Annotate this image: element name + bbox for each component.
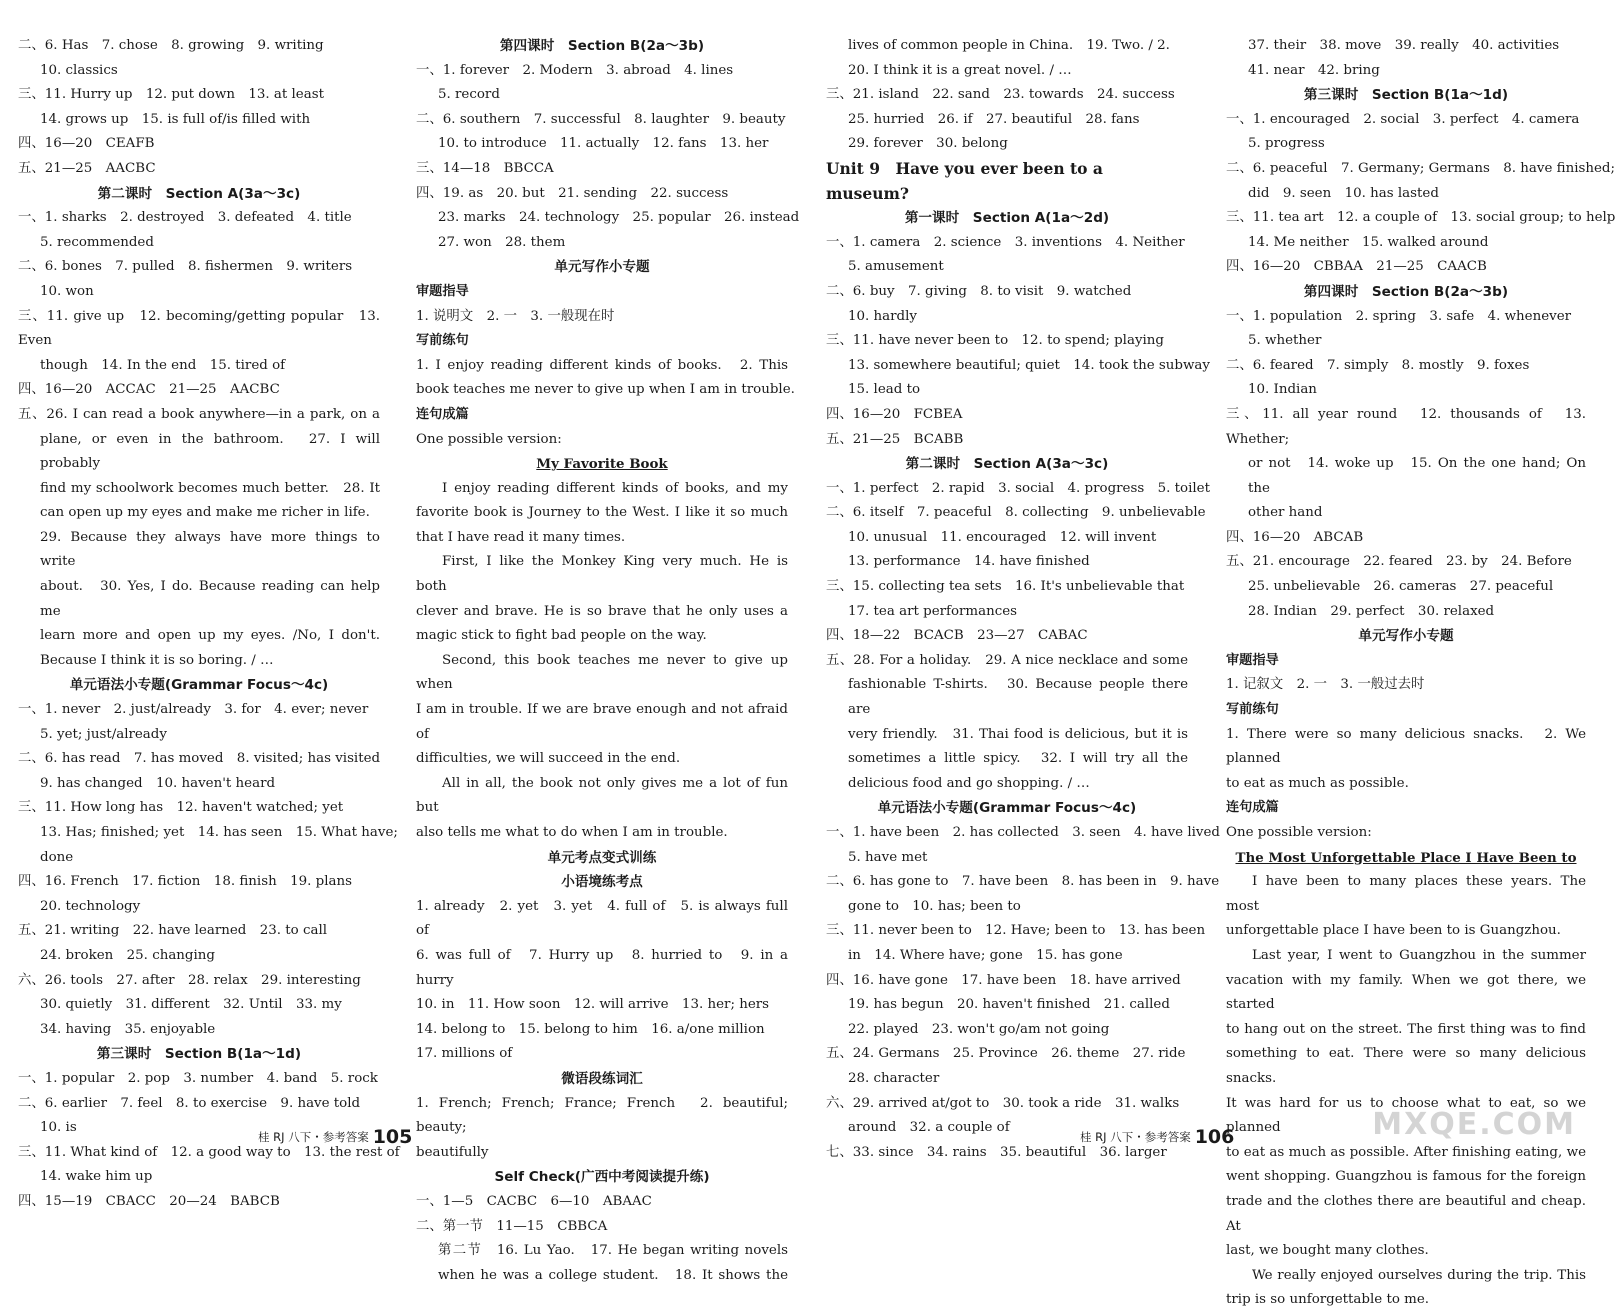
answer-line: 1. 记叙文 2. 一 3. 一般过去时 [1226,677,1425,693]
answer-line: 二、6. peaceful 7. Germany; Germans 8. have finished; [1226,160,1615,176]
answer-line: 二、6. Has 7. chose 8. growing 9. writing [18,38,324,53]
answer-line: 41. near 42. bring [1248,62,1380,78]
answer-line: 三、21. island 22. sand 23. towards 24. success [826,87,1175,103]
answer-line: gone to 10. has; been to [848,898,1021,914]
answer-line: beautifully [416,1144,489,1160]
answer-line: I am in trouble. If we are brave enough and not afraid of [416,702,788,742]
answer-line: learn more and open up my eyes. /No, I don't. [40,628,380,644]
section-heading: 写前练句 [1226,702,1279,718]
answer-line: 29. Because they always have more things to write [40,529,380,570]
section-heading: Unit 9 Have you ever been to a museum? [826,158,1103,203]
answer-line: went shopping. Guangzhou is famous for the foreign [1226,1169,1586,1185]
answer-line: 五、21—25 BCABB [826,431,964,447]
answer-line: 13. somewhere beautiful; quiet 14. took the subway [848,357,1210,373]
answer-line: 14. belong to 15. belong to him 16. a/one million [416,1021,765,1037]
section-heading: 第三课时 Section B(1a～1d) [96,1046,302,1063]
answer-line: 二、6. has read 7. has moved 8. visited; has visited [18,751,381,767]
answer-line: favorite book is Journey to the West. I like it so much [416,505,788,521]
answer-line: 15. lead to [848,382,921,398]
answer-line: 四、16—20 CBBAA 21—25 CAACB [1226,259,1487,275]
answer-line: 三、11. How long has 12. haven't watched; yet [18,800,344,816]
section-heading: My Favorite Book [536,456,668,473]
section-heading: 单元写作小专题 [1358,628,1454,645]
answer-line: 5. recommended [40,234,154,250]
answer-line: 10. is [40,1120,77,1136]
answer-line: 一、1. population 2. spring 3. safe 4. whenever [1226,308,1572,324]
section-heading: 第二课时 Section A(3a～3c) [97,185,301,202]
section-heading: Self Check(广西中考阅读提升练) [494,1169,710,1186]
answer-line: 17. tea art performances [848,603,1018,619]
answer-line: 1. 说明文 2. 一 3. 一般现在时 [416,308,615,324]
answer-line: 七、33. since 34. rains 35. beautiful 36. larger [826,1144,1167,1160]
section-heading: 连句成篇 [1226,800,1279,816]
answer-line: Last year, I went to Guangzhou in the summer [1252,947,1586,963]
answer-line: vacation with my family. When we got there, we started [1226,972,1586,1013]
answer-line: 四、18—22 BCACB 23—27 CABAC [826,628,1088,644]
answer-line: It was hard for us to choose what to eat, so we planned [1226,1095,1586,1136]
footer-label: 桂 RJ 八下・参考答案 [258,1130,369,1144]
answer-line: 30. quietly 31. different 32. Until 33. my [40,997,342,1013]
answer-line: We really enjoyed ourselves during the trip. This [1252,1267,1586,1283]
answer-line: though 14. In the end 15. tired of [40,357,286,373]
answer-line: 三、11. What kind of 12. a good way to 13. the rest of [18,1144,400,1160]
answer-line: 三、14—18 BBCCA [416,160,554,176]
answer-line: One possible version: [1226,825,1372,840]
answer-line: 五、24. Germans 25. Province 26. theme 27. ride [826,1046,1186,1062]
answer-line: 一、1. camera 2. science 3. inventions 4. Neither [826,234,1185,250]
answer-line: 二、6. has gone to 7. have been 8. has been in 9. have [826,874,1220,890]
answer-line: that I have read it many times. [416,529,626,545]
answer-line: 三、11. give up 12. becoming/getting popular 13. Even [18,308,380,349]
answer-line: 14. wake him up [40,1169,153,1185]
answer-line: 五、28. For a holiday. 29. A nice necklace and some [826,652,1188,668]
answer-line: 10. Indian [1248,382,1317,398]
watermark-logo: MXQE.COM [1372,1107,1576,1142]
answer-line: 一、1. encouraged 2. social 3. perfect 4. camera [1226,111,1580,127]
answer-line: something to eat. There were so many delicious snacks. [1226,1046,1586,1086]
answer-line: to eat as much as possible. [1226,775,1409,791]
answer-line: 二、第一节 11—15 CBBCA [416,1218,608,1234]
answer-line: last, we bought many clothes. [1226,1243,1429,1259]
section-heading: 第三课时 Section B(1a～1d) [1303,87,1509,104]
answer-line: book teaches me never to give up when I am in trouble. [416,382,795,398]
answer-line: lives of common people in China. 19. Two. / 2. [848,38,1170,53]
answer-line: 五、21—25 AACBC [18,160,156,176]
answer-line: magic stick to fight bad people on the way. [416,628,707,644]
answer-line: All in all, the book not only gives me a lot of fun but [416,775,788,816]
answer-line: 一、1. have been 2. has collected 3. seen 4. have lived [826,825,1220,840]
answer-line: 二、6. southern 7. successful 8. laughter 9. beauty [416,111,786,127]
answer-line: 20. technology [40,898,141,914]
answer-line: 1. I enjoy reading different kinds of books. 2. This [416,357,788,373]
answer-line: 第二节 16. Lu Yao. 17. He began writing novels [438,1243,788,1259]
section-heading: 单元语法小专题(Grammar Focus～4c) [69,677,329,694]
answer-line: in 14. Where have; gone 15. has gone [848,947,1123,963]
section-heading: 审题指导 [416,283,469,299]
answer-line: 三、11. have never been to 12. to spend; playing [826,333,1164,349]
answer-line: 六、29. arrived at/got to 30. took a ride 31. walks [826,1095,1180,1111]
answer-line: 19. has begun 20. haven't finished 21. called [848,997,1170,1013]
answer-line: 17. millions of [416,1046,513,1062]
answer-line: 1. already 2. yet 3. yet 4. full of 5. is always full of [416,898,788,939]
answer-line: 14. grows up 15. is full of/is filled with [40,111,311,127]
answer-line: done [40,849,74,865]
answer-line: when he was a college student. 18. It shows the [438,1267,788,1283]
answer-line: did 9. seen 10. has lasted [1248,185,1439,201]
answer-line: 13. performance 14. have finished [848,554,1090,570]
answer-line: 二、6. buy 7. giving 8. to visit 9. watched [826,283,1132,299]
answer-line: Second, this book teaches me never to give up when [416,652,788,693]
answer-line: 二、6. earlier 7. feel 8. to exercise 9. have told [18,1095,361,1111]
section-heading: 单元考点变式训练 [547,849,657,866]
answer-line: or not 14. woke up 15. On the one hand; On the [1248,456,1586,496]
answer-line: 四、19. as 20. but 21. sending 22. success [416,185,729,201]
footer-label: 桂 RJ 八下・参考答案 [1080,1130,1191,1144]
section-heading: 写前练句 [416,333,469,349]
answer-line: 三、11. Hurry up 12. put down 13. at least [18,87,324,103]
answer-line: First, I like the Monkey King very much. He is both [416,554,788,595]
answer-line: trade and the clothes there are beautiful and cheap. At [1226,1193,1586,1234]
answer-line: 三、15. collecting tea sets 16. It's unbelievable that [826,579,1185,595]
answer-line: 三、11. tea art 12. a couple of 13. social group; to help [1226,210,1615,226]
answer-line: 10. won [40,283,94,299]
section-heading: 第四课时 Section B(2a～3b) [1303,283,1509,300]
answer-line: 22. played 23. won't go/am not going [848,1021,1110,1037]
answer-line: 六、26. tools 27. after 28. relax 29. interesting [18,972,361,988]
answer-line: 五、21. encourage 22. feared 23. by 24. Before [1226,554,1572,570]
answer-line: Because I think it is so boring. / … [40,652,274,668]
page-number: 105 [372,1126,413,1148]
footer-page-105 [258,1126,412,1148]
answer-line: to hang out on the street. The first thing was to find [1226,1021,1586,1037]
answer-line: 四、16—20 ABCAB [1226,529,1364,545]
answer-line: 5. amusement [848,259,944,275]
answer-column-2 [416,34,800,1283]
section-heading: 单元语法小专题(Grammar Focus～4c) [877,800,1137,817]
answer-line: 五、21. writing 22. have learned 23. to call [18,923,328,939]
answer-line: 5. whether [1248,333,1322,349]
answer-line: 10. classics [40,62,118,78]
section-heading: 小语境练考点 [561,874,643,891]
answer-line: 四、16—20 FCBEA [826,406,963,422]
answer-line: 一、1. popular 2. pop 3. number 4. band 5. rock [18,1070,378,1086]
answer-line: 四、16—20 ACCAC 21—25 AACBC [18,382,280,398]
answer-line: also tells me what to do when I am in trouble. [416,825,728,840]
answer-line: 1. French; French; France; French 2. beautiful; beauty; [416,1095,788,1136]
answer-line: fashionable T-shirts. 30. Because people there are [848,677,1188,718]
answer-line: 25. hurried 26. if 27. beautiful 28. fans [848,111,1140,127]
section-heading: The Most Unforgettable Place I Have Been to [1235,849,1577,866]
answer-line: 10. in 11. How soon 12. will arrive 13. her; hers [416,997,770,1013]
section-heading: 第四课时 Section B(2a～3b) [499,38,705,54]
section-heading: 连句成篇 [416,406,469,422]
answer-line: One possible version: [416,431,562,447]
answer-line: 5. yet; just/already [40,726,167,742]
answer-line: 5. have met [848,849,928,865]
answer-line: 三、11. never been to 12. Have; been to 13. has been [826,923,1206,939]
answer-line: 23. marks 24. technology 25. popular 26. instead [438,210,800,226]
answer-line: around 32. a couple of [848,1120,1010,1136]
answer-line: I enjoy reading different kinds of books, and my [442,480,788,496]
answer-line: 28. Indian 29. perfect 30. relaxed [1248,603,1495,619]
answer-line: sometimes a little spicy. 32. I will try all the [848,751,1188,767]
answer-line: 24. broken 25. changing [40,947,215,963]
answer-line: 五、26. I can read a book anywhere—in a park, on a [18,406,380,422]
answer-line: 四、15—19 CBACC 20—24 BABCB [18,1193,280,1209]
answer-line: about. 30. Yes, I do. Because reading can help me [40,579,380,619]
answer-line: difficulties, we will succeed in the end. [416,751,681,767]
answer-line: plane, or even in the bathroom. 27. I will probably [40,431,380,472]
section-heading: 微语段练词汇 [561,1070,643,1087]
answer-line: 一、1—5 CACBC 6—10 ABAAC [416,1193,652,1209]
section-heading: 审题指导 [1226,652,1279,668]
answer-line: trip is so unforgettable to me. [1226,1292,1430,1308]
answer-line: can open up my eyes and make me richer in life. [40,505,370,521]
answer-line: 34. having 35. enjoyable [40,1021,216,1037]
answer-line: very friendly. 31. Thai food is delicious, but it is [848,726,1188,742]
answer-line: 四、16. French 17. fiction 18. finish 19. plans [18,874,352,890]
answer-line: 1. There were so many delicious snacks. 2. We planned [1226,726,1586,767]
answer-line: 四、16—20 CEAFB [18,136,155,152]
answer-line: 29. forever 30. belong [848,136,1008,152]
answer-line: 一、1. forever 2. Modern 3. abroad 4. lines [416,62,734,78]
section-heading: 第二课时 Section A(3a～3c) [905,456,1109,473]
answer-line: 27. won 28. them [438,234,566,250]
answer-line: 三、11. all year round 12. thousands of 13. Whether; [1226,406,1586,447]
section-heading: 单元写作小专题 [554,259,650,276]
answer-line: delicious food and go shopping. / … [848,775,1090,791]
answer-line: 10. hardly [848,308,917,324]
answer-line: unforgettable place I have been to is Guangzhou. [1226,923,1561,939]
answer-line: 6. was full of 7. Hurry up 8. hurried to 9. in a hurry [416,947,788,988]
footer-page-106 [1080,1126,1234,1148]
answer-line: 13. Has; finished; yet 14. has seen 15. What have; [40,825,398,840]
answer-line: 20. I think it is a great novel. / … [848,62,1072,78]
answer-line: clever and brave. He is so brave that he only uses a [416,603,788,619]
answer-line: to eat as much as possible. After finishing eating, we [1226,1144,1586,1160]
answer-line: 10. to introduce 11. actually 12. fans 13. her [438,136,769,152]
answer-line: 一、1. perfect 2. rapid 3. social 4. progress 5. toilet [826,480,1210,496]
answer-line: 9. has changed 10. haven't heard [40,775,276,791]
answer-line: 14. Me neither 15. walked around [1248,234,1489,250]
section-heading: 第一课时 Section A(1a～2d) [904,210,1110,227]
answer-line: 一、1. never 2. just/already 3. for 4. ever; never [18,702,369,718]
answer-line: 37. their 38. move 39. really 40. activities [1248,38,1560,53]
answer-line: 一、1. sharks 2. destroyed 3. defeated 4. title [18,210,352,226]
page-number: 106 [1194,1126,1235,1148]
answer-line: 28. character [848,1070,940,1086]
answer-line: I have been to many places these years. The most [1226,874,1586,914]
answer-line: 二、6. itself 7. peaceful 8. collecting 9. unbelievable [826,505,1206,521]
answer-line: find my schoolwork becomes much better. 28. It [40,480,380,496]
answer-line: 二、6. bones 7. pulled 8. fishermen 9. writers [18,259,353,275]
answer-line: other hand [1248,505,1323,521]
answer-line: 5. record [438,87,500,103]
answer-line: 四、16. have gone 17. have been 18. have arrived [826,972,1181,988]
answer-line: 10. unusual 11. encouraged 12. will invent [848,529,1157,545]
answer-line: 25. unbelievable 26. cameras 27. peaceful [1248,579,1554,595]
answer-line: 5. progress [1248,136,1325,152]
answer-line: 二、6. feared 7. simply 8. mostly 9. foxes [1226,357,1530,373]
